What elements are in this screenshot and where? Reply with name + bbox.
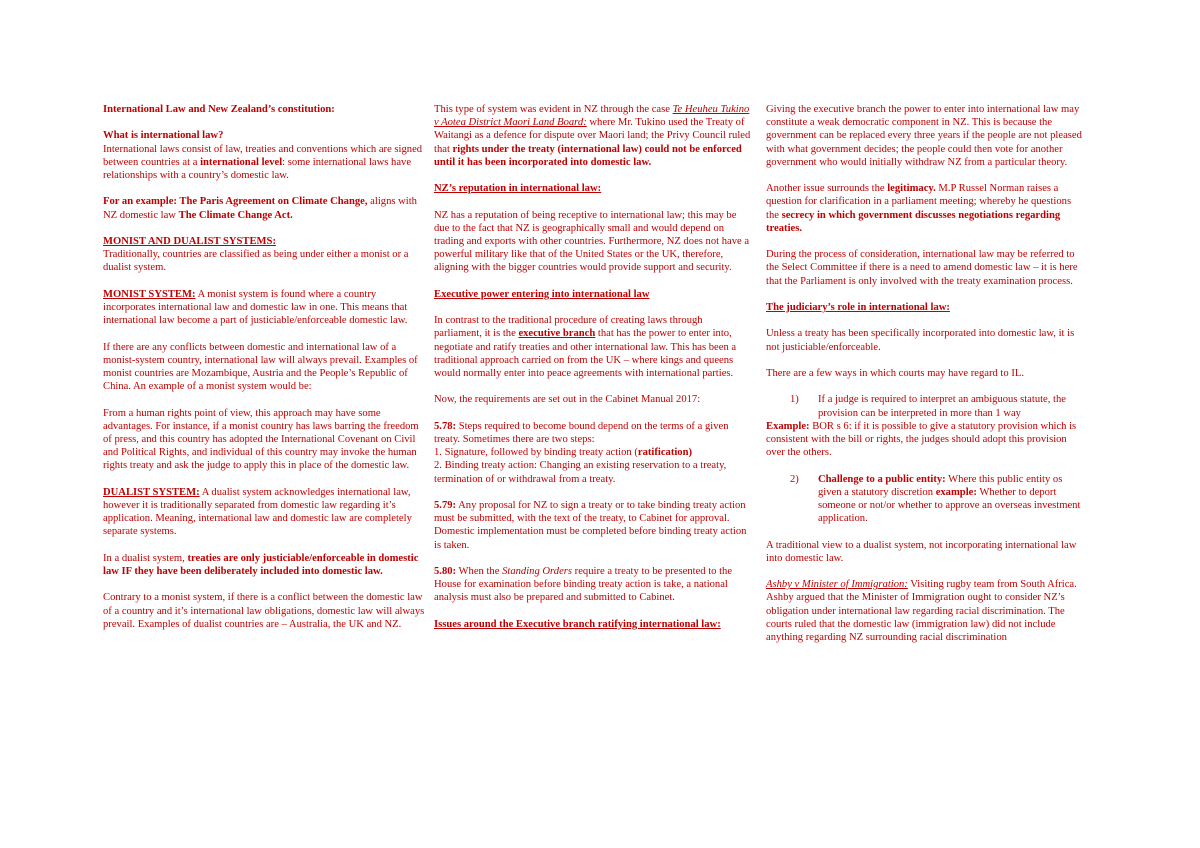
monist-dualist-section	[103, 235, 425, 275]
text: where Mr. Tukino used the Treaty of Waitangi as a defence for dispute over Maori land; the Privy Council ruled that	[434, 117, 751, 155]
text: International laws consist of law, treaties and conventions which are signed between countries at a	[103, 143, 423, 168]
text	[818, 473, 1086, 526]
column-1	[103, 103, 425, 644]
text: require a treaty to be presented to the House for examination before binding treaty action is take, a national analysis must also be prepared and submitted to Cabinet.	[434, 565, 733, 604]
text-bold: executive branch	[518, 328, 596, 340]
section-number: 5.80:	[434, 565, 457, 577]
ashby-paragraph	[766, 578, 1086, 644]
text: Traditionally, countries are classified as being under either a monist or a dualist system.	[103, 249, 409, 274]
democratic-paragraph: Giving the executive branch the power to enter into international law may constitute a weak democratic component in NZ. This is because the government can be replaced every three years if the people are not pleased with what government decides; the people could then vote for another government who would initially withdraw NZ from a particular theory.	[766, 104, 1082, 168]
dualist-treaties-paragraph	[103, 552, 425, 578]
section-5-79	[434, 499, 752, 552]
list-item	[766, 473, 1086, 526]
list-item	[766, 393, 1086, 419]
numbered-item-1	[766, 393, 1086, 419]
text-bold: Example:	[766, 420, 810, 432]
case-name: Te Heuheu Tukino v Aotea District Maori Land Board:	[434, 104, 750, 129]
list-item	[434, 446, 752, 459]
traditional-view-paragraph: A traditional view to a dualist system, not incorporating international law into domestic law.	[766, 539, 1077, 564]
document-title: International Law and New Zealand’s constitution:	[103, 104, 335, 115]
text-bold: For an example: The Paris Agreement on Climate Change,	[103, 196, 368, 208]
text-bold: rights under the treaty (international law) could not be enforced until it has been incorporated into domestic law.	[434, 143, 742, 168]
text-bold: international level	[200, 156, 283, 168]
text: that has the power to enter into, negotiate and ratify treaties and other international law. This has been a traditional approach carried on from the UK – where kings and queens would normally enter into peace agreements with international parties.	[434, 328, 737, 379]
text: A monist system is found where a country incorporates international law and domestic law in one. This means that international law become a part of justiciable/enforceable domestic law.	[103, 288, 408, 327]
reputation-paragraph: NZ has a reputation of being receptive to international law; this may be due to the fact that NZ is geographically small and would depend on trading and exports with other countries. Furthermore, NZ does not have a powerful military like that of the United States or the UK, therefore, aligning with the bigger countries would provide support and security.	[434, 209, 750, 274]
contrary-paragraph: Contrary to a monist system, if there is a conflict between the domestic law of a country and it’s international law obligations, domestic law will always prevail. Examples of dualist countries are – Australia, the UK and NZ.	[103, 592, 425, 630]
human-rights-paragraph: From a human rights point of view, this approach may have some advantages. For instance, if a monist country has laws barring the freedom of press, and this country has adopted the International Covenant on Civil and Political Rights, and individual of this country may invoke the human rights treaty and ask the judge to apply this in place of the domestic law.	[103, 407, 419, 472]
text-bold: treaties are only justiciable/enforceable in domestic law IF they have been deliberately included into domestic law.	[103, 552, 419, 577]
column-2	[434, 103, 752, 644]
te-heuheu-paragraph	[434, 103, 752, 169]
text-bold: Challenge to a public entity:	[818, 473, 946, 485]
text: Steps required to become bound depend on the terms of a given treaty. Sometimes there are two steps:	[434, 420, 729, 445]
executive-paragraph	[434, 314, 752, 380]
section-5-80	[434, 565, 752, 605]
text: M.P Russel Norman raises a question for clarification in a parliament meeting; whereby he questions the	[766, 183, 1072, 221]
example-paragraph	[103, 195, 425, 221]
executive-power-heading: Executive power entering into international law	[434, 288, 650, 300]
unless-paragraph: Unless a treaty has been specifically incorporated into domestic law, it is not justiciable/enforceable.	[766, 328, 1075, 353]
text: Another issue surrounds the	[766, 183, 888, 195]
legitimacy-paragraph	[766, 182, 1086, 235]
text-bold: ratification)	[637, 447, 693, 459]
text: Where this public entity os given a statutory discretion	[818, 473, 1063, 498]
monist-dualist-heading: MONIST AND DUALIST SYSTEMS:	[103, 235, 276, 247]
list-number: 2)	[790, 473, 799, 485]
text: Visiting rugby team from South Africa. Ashby argued that the Minister of Immigration ought to consider NZ’s obligation under international law regarding racial discrimination. The courts ruled that the domestic law (immigration law) did not include anything regarding NZ surrounding racial discrimination	[766, 579, 1077, 643]
process-paragraph: During the process of consideration, international law may be referred to the Select Committee if there is a need to amend domestic law – it is here that the Parliament is only involved with the treaty examination process.	[766, 249, 1078, 287]
conflict-paragraph: If there are any conflicts between domestic and international law of a monist-system country, international law will always prevail. Examples of monist countries are Mozambique, Austria and the People’s Republic of China. An example of a monist system would be:	[103, 341, 418, 393]
text: In a dualist system,	[103, 552, 188, 564]
section-number: 5.79:	[434, 499, 457, 511]
text-bold: example:	[935, 486, 977, 498]
text: When the	[456, 565, 503, 577]
numbered-item-2	[766, 473, 1086, 526]
section-number: 5.78:	[434, 420, 457, 432]
monist-heading: MONIST SYSTEM:	[103, 288, 196, 300]
text-italic: Standing Orders	[502, 565, 573, 577]
what-is-il-heading: What is international law?	[103, 130, 224, 142]
text: 1. Signature, followed by binding treaty action (	[434, 447, 638, 459]
reputation-heading: NZ’s reputation in international law:	[434, 183, 602, 195]
monist-paragraph	[103, 288, 425, 328]
judiciary-heading: The judiciary’s role in international law:	[766, 302, 950, 313]
text: In contrast to the traditional procedure of creating laws through parliament, it is the	[434, 315, 703, 340]
list-item: 2. Binding treaty action: Changing an existing reservation to a treaty, termination of or withdrawal from a treaty.	[434, 460, 727, 485]
text: If a judge is required to interpret an ambiguous statute, the provision can be interpreted in more than 1 way	[818, 394, 1066, 419]
ways-paragraph: There are a few ways in which courts may have regard to IL.	[766, 367, 1024, 379]
case-name: Ashby v Minister of Immigration:	[766, 579, 908, 591]
text: A dualist system acknowledges international law, however it is traditionally separated from domestic law regarding it’s application. Meaning, international law and domestic law are completely separate systems.	[103, 486, 412, 538]
text: This type of system was evident in NZ through the case	[434, 104, 673, 115]
what-is-il-section	[103, 129, 425, 182]
text-bold: The Climate Change Act.	[178, 209, 293, 221]
issues-heading: Issues around the Executive branch ratifying international law:	[434, 618, 721, 630]
text: aligns with NZ domestic law	[103, 196, 417, 221]
text-bold: secrecy in which government discusses negotiations regarding treaties.	[766, 209, 1061, 234]
column-3	[766, 103, 1086, 657]
dualist-heading: DUALIST SYSTEM:	[103, 486, 200, 498]
list-number: 1)	[790, 394, 799, 406]
dualist-paragraph	[103, 486, 425, 539]
section-5-78	[434, 420, 752, 486]
text: Whether to deport someone or not/or whether to approve an overseas investment application.	[818, 486, 1081, 525]
text: Any proposal for NZ to sign a treaty or to take binding treaty action must be submitted, with the text of the treaty, to Cabinet for approval. Domestic implementation must be completed before binding treaty action is taken.	[434, 499, 747, 551]
text: BOR s 6: if it is possible to give a statutory provision which is consistent with the bill or rights, the judges should adopt this provision over the others.	[766, 420, 1077, 459]
example-1-paragraph	[766, 420, 1086, 460]
cabinet-paragraph: Now, the requirements are set out in the Cabinet Manual 2017:	[434, 394, 701, 406]
text: : some international laws have relationships with a country’s domestic law.	[103, 156, 412, 181]
text-bold: legitimacy.	[887, 183, 936, 195]
